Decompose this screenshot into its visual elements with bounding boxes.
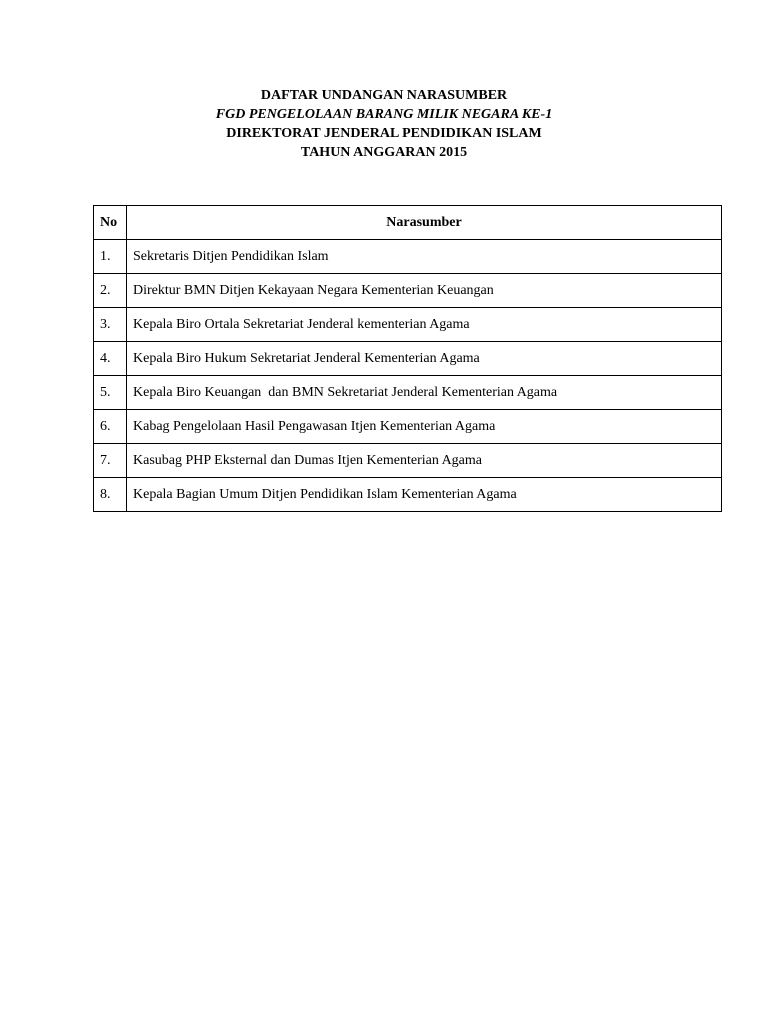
- heading-fiscal-year: TAHUN ANGGARAN 2015: [300, 145, 468, 160]
- header-no: No: [94, 206, 127, 240]
- speaker-invitation-table: [93, 205, 722, 512]
- row-speaker: Kepala Biro Hukum Sekretariat Jenderal Kementerian Agama: [127, 342, 722, 376]
- heading-title: DAFTAR UNDANGAN NARASUMBER: [260, 88, 508, 103]
- row-number: 8.: [94, 478, 127, 512]
- table-row: [94, 274, 722, 308]
- table-row: [94, 410, 722, 444]
- table-row: [94, 478, 722, 512]
- row-number: 6.: [94, 410, 127, 444]
- row-speaker: Kasubag PHP Eksternal dan Dumas Itjen Kementerian Agama: [127, 444, 722, 478]
- heading-event: FGD PENGELOLAAN BARANG MILIK NEGARA KE-1: [215, 107, 553, 122]
- row-number: 2.: [94, 274, 127, 308]
- row-number: 3.: [94, 308, 127, 342]
- row-number: 4.: [94, 342, 127, 376]
- table-row: [94, 308, 722, 342]
- row-number: 5.: [94, 376, 127, 410]
- table-row: [94, 376, 722, 410]
- row-speaker: Kabag Pengelolaan Hasil Pengawasan Itjen Kementerian Agama: [127, 410, 722, 444]
- row-speaker: Kepala Biro Keuangan dan BMN Sekretariat Jenderal Kementerian Agama: [127, 376, 722, 410]
- row-speaker: Kepala Biro Ortala Sekretariat Jenderal kementerian Agama: [127, 308, 722, 342]
- row-number: 7.: [94, 444, 127, 478]
- document-heading: [0, 86, 768, 162]
- row-speaker: Sekretaris Ditjen Pendidikan Islam: [127, 240, 722, 274]
- row-number: 1.: [94, 240, 127, 274]
- row-speaker: Kepala Bagian Umum Ditjen Pendidikan Islam Kementerian Agama: [127, 478, 722, 512]
- table-row: [94, 444, 722, 478]
- table-row: [94, 342, 722, 376]
- header-narasumber: Narasumber: [127, 206, 722, 240]
- heading-directorate: DIREKTORAT JENDERAL PENDIDIKAN ISLAM: [226, 126, 542, 141]
- row-speaker: Direktur BMN Ditjen Kekayaan Negara Kementerian Keuangan: [127, 274, 722, 308]
- table-row: [94, 240, 722, 274]
- table-header-row: [94, 206, 722, 240]
